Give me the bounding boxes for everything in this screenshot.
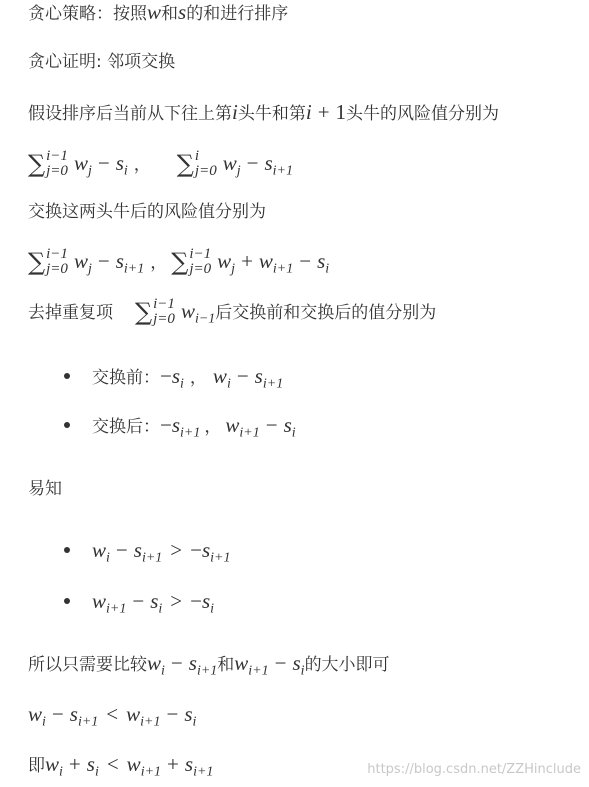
inequality-line: $w_i - s_{i+1} < w_{i+1} - s_i$ bbox=[28, 702, 197, 730]
bullet-dot bbox=[64, 422, 70, 428]
sum-limits: i−1 j=0 bbox=[189, 246, 212, 277]
assume-mid: 头牛和第 bbox=[237, 104, 306, 124]
sum-limits: i−1 j=0 bbox=[153, 296, 175, 327]
bullet-dot bbox=[64, 373, 70, 379]
proof-text: 贪心证明: 邻项交换 bbox=[28, 52, 176, 72]
sum-limits: i j=0 bbox=[194, 148, 217, 179]
var-i: i bbox=[232, 100, 238, 124]
var-s: s bbox=[178, 0, 187, 24]
list-item: 交换后：$-s_{i+1}$ ， $w_{i+1} - s_i$ bbox=[64, 413, 296, 439]
easy-line bbox=[28, 477, 62, 501]
compare-suffix: 的大小即可 bbox=[304, 655, 390, 675]
sum-limits: i−1 j=0 bbox=[46, 246, 68, 277]
separator-comma: ， bbox=[133, 155, 151, 175]
easy-text: 易知 bbox=[28, 479, 62, 499]
sum-symbol: ∑ bbox=[135, 298, 153, 326]
strategy-and: 和 bbox=[161, 4, 179, 24]
after-label: 交换后： bbox=[92, 417, 160, 437]
sum-limits: i−1 j=0 bbox=[46, 148, 68, 179]
remove-prefix: 去掉重复项 bbox=[28, 303, 113, 323]
number-one: 1 bbox=[335, 100, 347, 124]
separator-comma: ， bbox=[150, 253, 168, 273]
strategy-line bbox=[28, 0, 288, 26]
sum-symbol: ∑ bbox=[28, 248, 46, 276]
ji-text: 即 bbox=[28, 756, 45, 776]
risk-formula-line: ∑ i−1 j=0 $w_j - s_i$ ， ∑ i j=0 $w_j - s_{i+1}$ bbox=[28, 148, 293, 179]
compare-line: 所以只需要比较$w_i - s_{i+1}$和$w_{i+1} - s_i$的大小即可 bbox=[28, 651, 390, 679]
assume-suffix: 头牛的风险值分别为 bbox=[346, 104, 500, 124]
bullet-dot bbox=[64, 547, 70, 553]
list-item: $w_i - s_{i+1} > -s_{i+1}$ bbox=[64, 538, 231, 564]
var-i: i bbox=[305, 100, 312, 124]
conclusion-line: 即$w_i + s_i < w_{i+1} + s_{i+1}$ bbox=[28, 752, 214, 780]
compare-prefix: 所以只需要比较 bbox=[28, 655, 147, 675]
proof-line bbox=[28, 50, 175, 74]
assume-prefix: 假设排序后当前从下往上第 bbox=[28, 104, 232, 124]
remove-duplicate-line: 去掉重复项 ∑ i−1 j=0 $w_{i-1}$后交换前和交换后的值分别为 bbox=[28, 296, 437, 327]
swap-title: 交换这两头牛后的风险值分别为 bbox=[28, 202, 266, 222]
list-item: $w_{i+1} - s_i > -s_i$ bbox=[64, 589, 214, 615]
sum-symbol: ∑ bbox=[28, 150, 46, 178]
watermark: https://blog.csdn.net/ZZHinclude bbox=[367, 762, 581, 777]
swap-formula-line: ∑ i−1 j=0 $w_j - s_{i+1}$ ， ∑ i−1 j=0 $w_j + w_{i+1} - s_i$ bbox=[28, 246, 330, 277]
before-label: 交换前： bbox=[92, 368, 160, 388]
sum-symbol: ∑ bbox=[176, 150, 194, 178]
swap-title-line bbox=[28, 200, 266, 224]
assume-line bbox=[28, 100, 499, 126]
strategy-suffix: 的和进行排序 bbox=[186, 4, 289, 24]
compare-and: 和 bbox=[217, 655, 235, 675]
bullet-dot bbox=[64, 598, 70, 604]
plus-sign: + bbox=[317, 100, 330, 124]
list-item: 交换前：$-s_i$ ， $w_i - s_{i+1}$ bbox=[64, 364, 283, 390]
sum-symbol: ∑ bbox=[171, 248, 189, 276]
strategy-prefix: 贪心策略：按照 bbox=[28, 4, 147, 24]
var-w: w bbox=[147, 0, 162, 24]
remove-suffix: 后交换前和交换后的值分别为 bbox=[215, 303, 437, 323]
